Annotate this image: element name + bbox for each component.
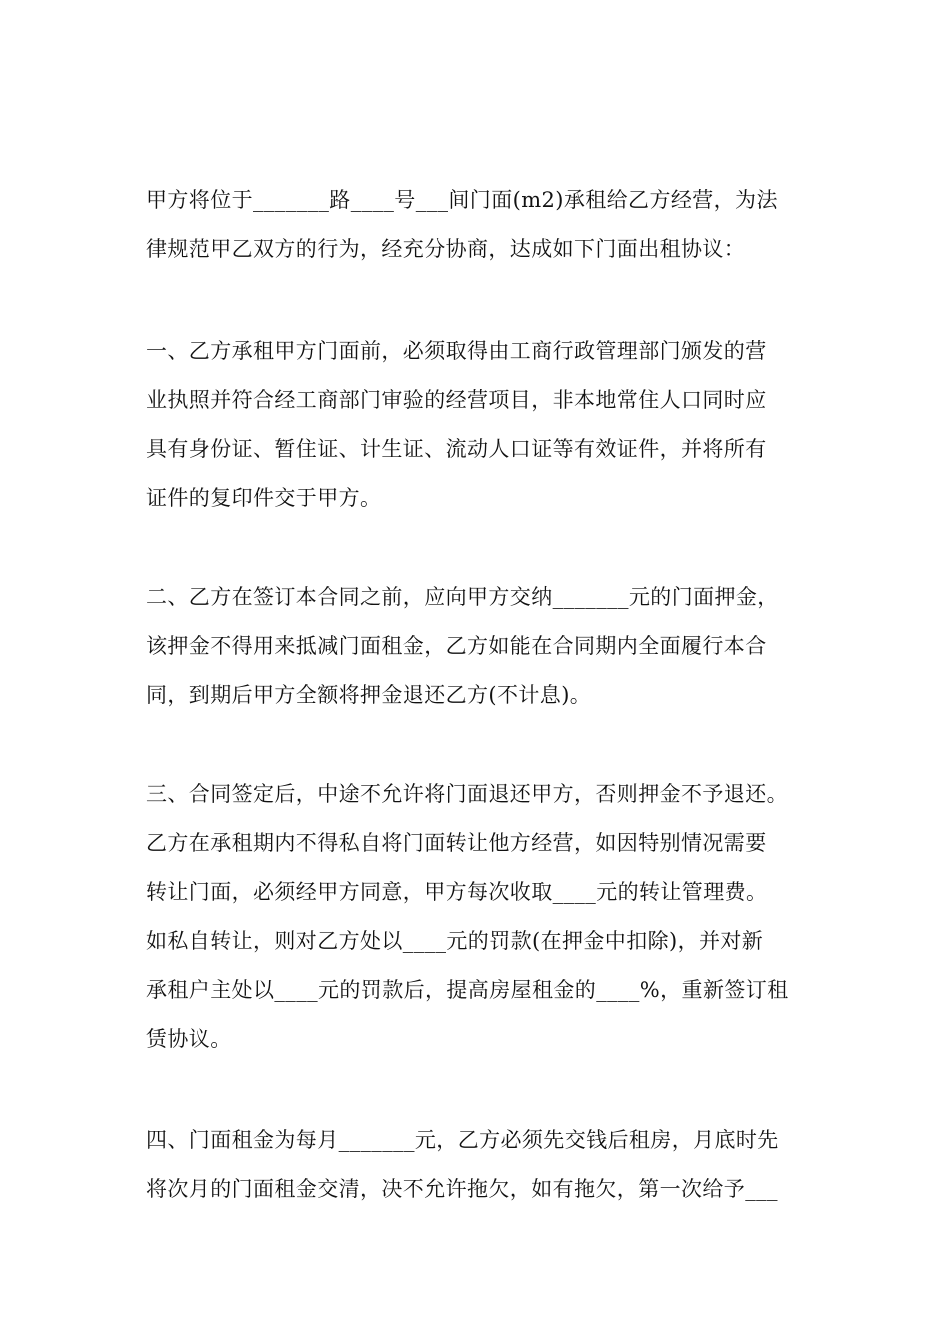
text-line: 二、乙方在签订本合同之前，应向甲方交纳_______元的门面押金， bbox=[146, 585, 779, 609]
text-line: 赁协议。 bbox=[146, 1027, 232, 1051]
text-line: 如私自转让，则对乙方处以____元的罚款(在押金中扣除)，并对新 bbox=[146, 929, 764, 953]
clause-2-paragraph bbox=[146, 573, 826, 720]
text-line: 业执照并符合经工商部门审验的经营项目，非本地常住人口同时应 bbox=[146, 388, 767, 412]
text-line: 将次月的门面租金交清，决不允许拖欠，如有拖欠，第一次给予___ bbox=[146, 1177, 778, 1201]
intro-paragraph bbox=[146, 176, 826, 274]
clause-1-paragraph bbox=[146, 327, 826, 523]
text-line: 证件的复印件交于甲方。 bbox=[146, 486, 382, 510]
text-line: 具有身份证、暂住证、计生证、流动人口证等有效证件，并将所有 bbox=[146, 437, 767, 461]
clause-3-paragraph bbox=[146, 770, 826, 1064]
text-line: 该押金不得用来抵减门面租金，乙方如能在合同期内全面履行本合 bbox=[146, 634, 767, 658]
text-line: 转让门面，必须经甲方同意，甲方每次收取____元的转让管理费。 bbox=[146, 880, 768, 904]
text-line: 甲方将位于_______路____号___间门面(m2)承租给乙方经营，为法 bbox=[146, 188, 778, 212]
text-line: 乙方在承租期内不得私自将门面转让他方经营，如因特别情况需要 bbox=[146, 831, 767, 855]
text-line: 四、门面租金为每月_______元，乙方必须先交钱后租房，月底时先 bbox=[146, 1128, 779, 1152]
text-line: 一、乙方承租甲方门面前，必须取得由工商行政管理部门颁发的营 bbox=[146, 339, 767, 363]
clause-4-paragraph bbox=[146, 1116, 826, 1214]
text-line: 三、合同签定后，中途不允许将门面退还甲方，否则押金不予退还。 bbox=[146, 782, 788, 806]
text-line: 同，到期后甲方全额将押金退还乙方(不计息)。 bbox=[146, 683, 592, 707]
text-line: 承租户主处以____元的罚款后，提高房屋租金的____%，重新签订租 bbox=[146, 978, 789, 1002]
text-line: 律规范甲乙双方的行为，经充分协商，达成如下门面出租协议： bbox=[146, 237, 746, 261]
